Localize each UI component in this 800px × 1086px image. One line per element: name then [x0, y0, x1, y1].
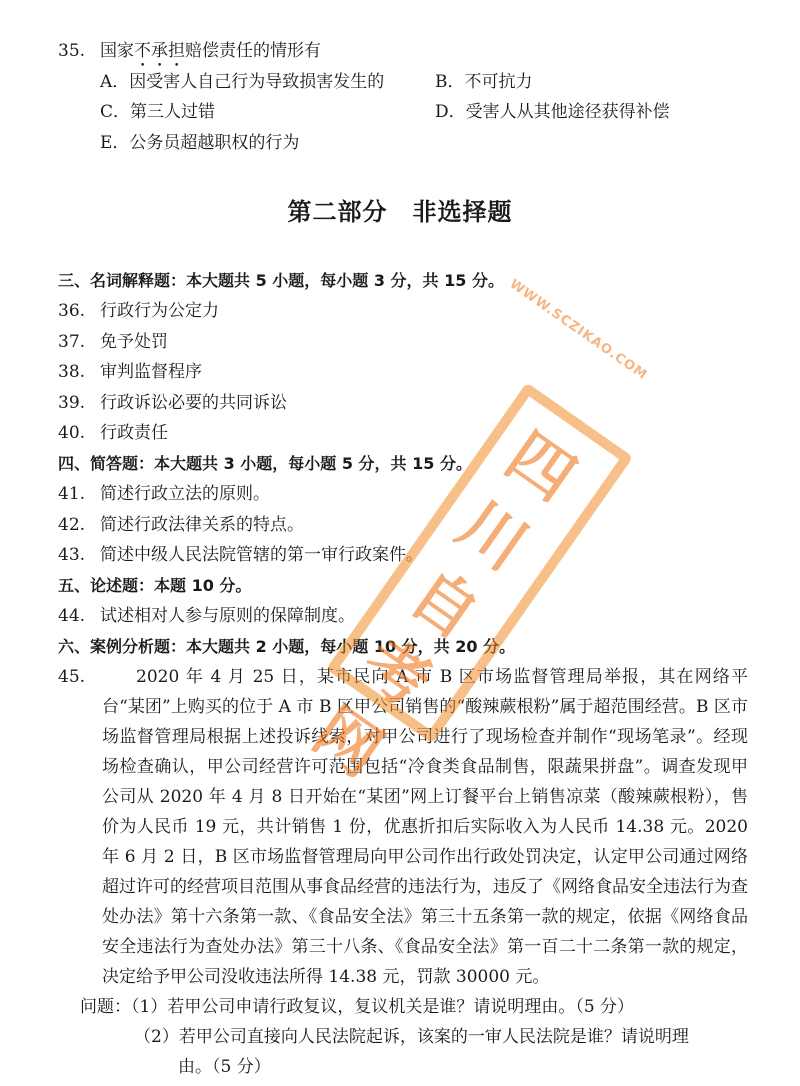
case-paragraph: 2020 年 4 月 25 日，某市民向 A 市 B 区市场监督管理局举报，其在网络平台“某团”上购买的位于 A 市 B 区甲公司销售的“酸辣蕨根粉”属于超范围经营。B 区市场监督管理局根据上述投诉线索，对甲公司进行了现场检查并制作“现场笔录”。经现场检查确认，甲公司经营许可范围包括“冷食类食品制售，限蔬果拼盘”。调查发现甲公司从 2020 年 4 月 8 日开始在“某团”网上订餐平台上销售凉菜（酸辣蕨根粉），售价为人民币 19 元，共计销售 1 份，优惠折扣后实际收入为人民币 14.38 元。2020 年 6 月 2 日，B 区市场监督管理局向甲公司作出行政处罚决定，认定甲公司通过网络超过许可的经营项目范围从事食品经营的违法行为，违反了《网络食品安全违法行为查处办法》第十六条第一款、《食品安全法》第三十五条第一款的规定，依据《网络食品安全违法行为查处办法》第三十八条、《食品安全法》第一百二十二条第一款的规定，决定给予甲公司没收违法所得 14.38 元，罚款 30000 元。: [102, 667, 748, 987]
question-40: 40. 行政责任: [58, 423, 168, 443]
part-title: 第二部分 非选择题: [287, 198, 513, 226]
question-44: 44. 试述相对人参与原则的保障制度。: [58, 606, 355, 626]
q35-option-a: A．因受害人自己行为导致损害发生的: [100, 72, 385, 92]
q35-option-e: E．公务员超越职权的行为: [100, 133, 300, 153]
question-38: 38. 审判监督程序: [58, 362, 202, 382]
case-question-2-line1: （2）若甲公司直接向人民法院起诉，该案的一审人民法院是谁？请说明理: [134, 1027, 689, 1047]
question-42: 42. 简述行政法律关系的特点。: [58, 515, 304, 535]
watermark-url: WWW.SCZIKAO.COM: [506, 276, 650, 384]
section-heading-5: 五、论述题：本题 10 分。: [58, 576, 252, 595]
question-number: 35.: [58, 41, 86, 61]
q35-option-c: C．第三人过错: [100, 102, 216, 122]
question-41: 41. 简述行政立法的原则。: [58, 484, 270, 504]
section-heading-4: 四、简答题：本大题共 3 小题，每小题 5 分，共 15 分。: [58, 454, 472, 473]
question-43: 43. 简述中级人民法院管辖的第一审行政案件。: [58, 545, 423, 565]
question-36: 36. 行政行为公定力: [58, 301, 219, 321]
emphasis-text: 不承担: [134, 41, 185, 61]
section-heading-3: 三、名词解释题：本大题共 5 小题，每小题 3 分，共 15 分。: [58, 271, 504, 290]
question-37: 37. 免予处罚: [58, 332, 168, 352]
case-question-2-line2: 由。（5 分）: [178, 1057, 271, 1077]
case-question-1: 问题：（1）若甲公司申请行政复议，复议机关是谁？请说明理由。（5 分）: [80, 997, 635, 1017]
question-45-number: 45.: [58, 667, 86, 687]
q35-option-b: B．不可抗力: [435, 72, 533, 92]
section-heading-6: 六、案例分析题：本大题共 2 小题，每小题 10 分，共 20 分。: [58, 637, 516, 656]
question-39: 39. 行政诉讼必要的共同诉讼: [58, 393, 287, 413]
q35-stem: 35. 国家不承担赔偿责任的情形有: [58, 36, 321, 71]
q35-option-d: D．受害人从其他途径获得补偿: [435, 102, 670, 122]
watermark-text: 四川自考网: [300, 418, 588, 792]
